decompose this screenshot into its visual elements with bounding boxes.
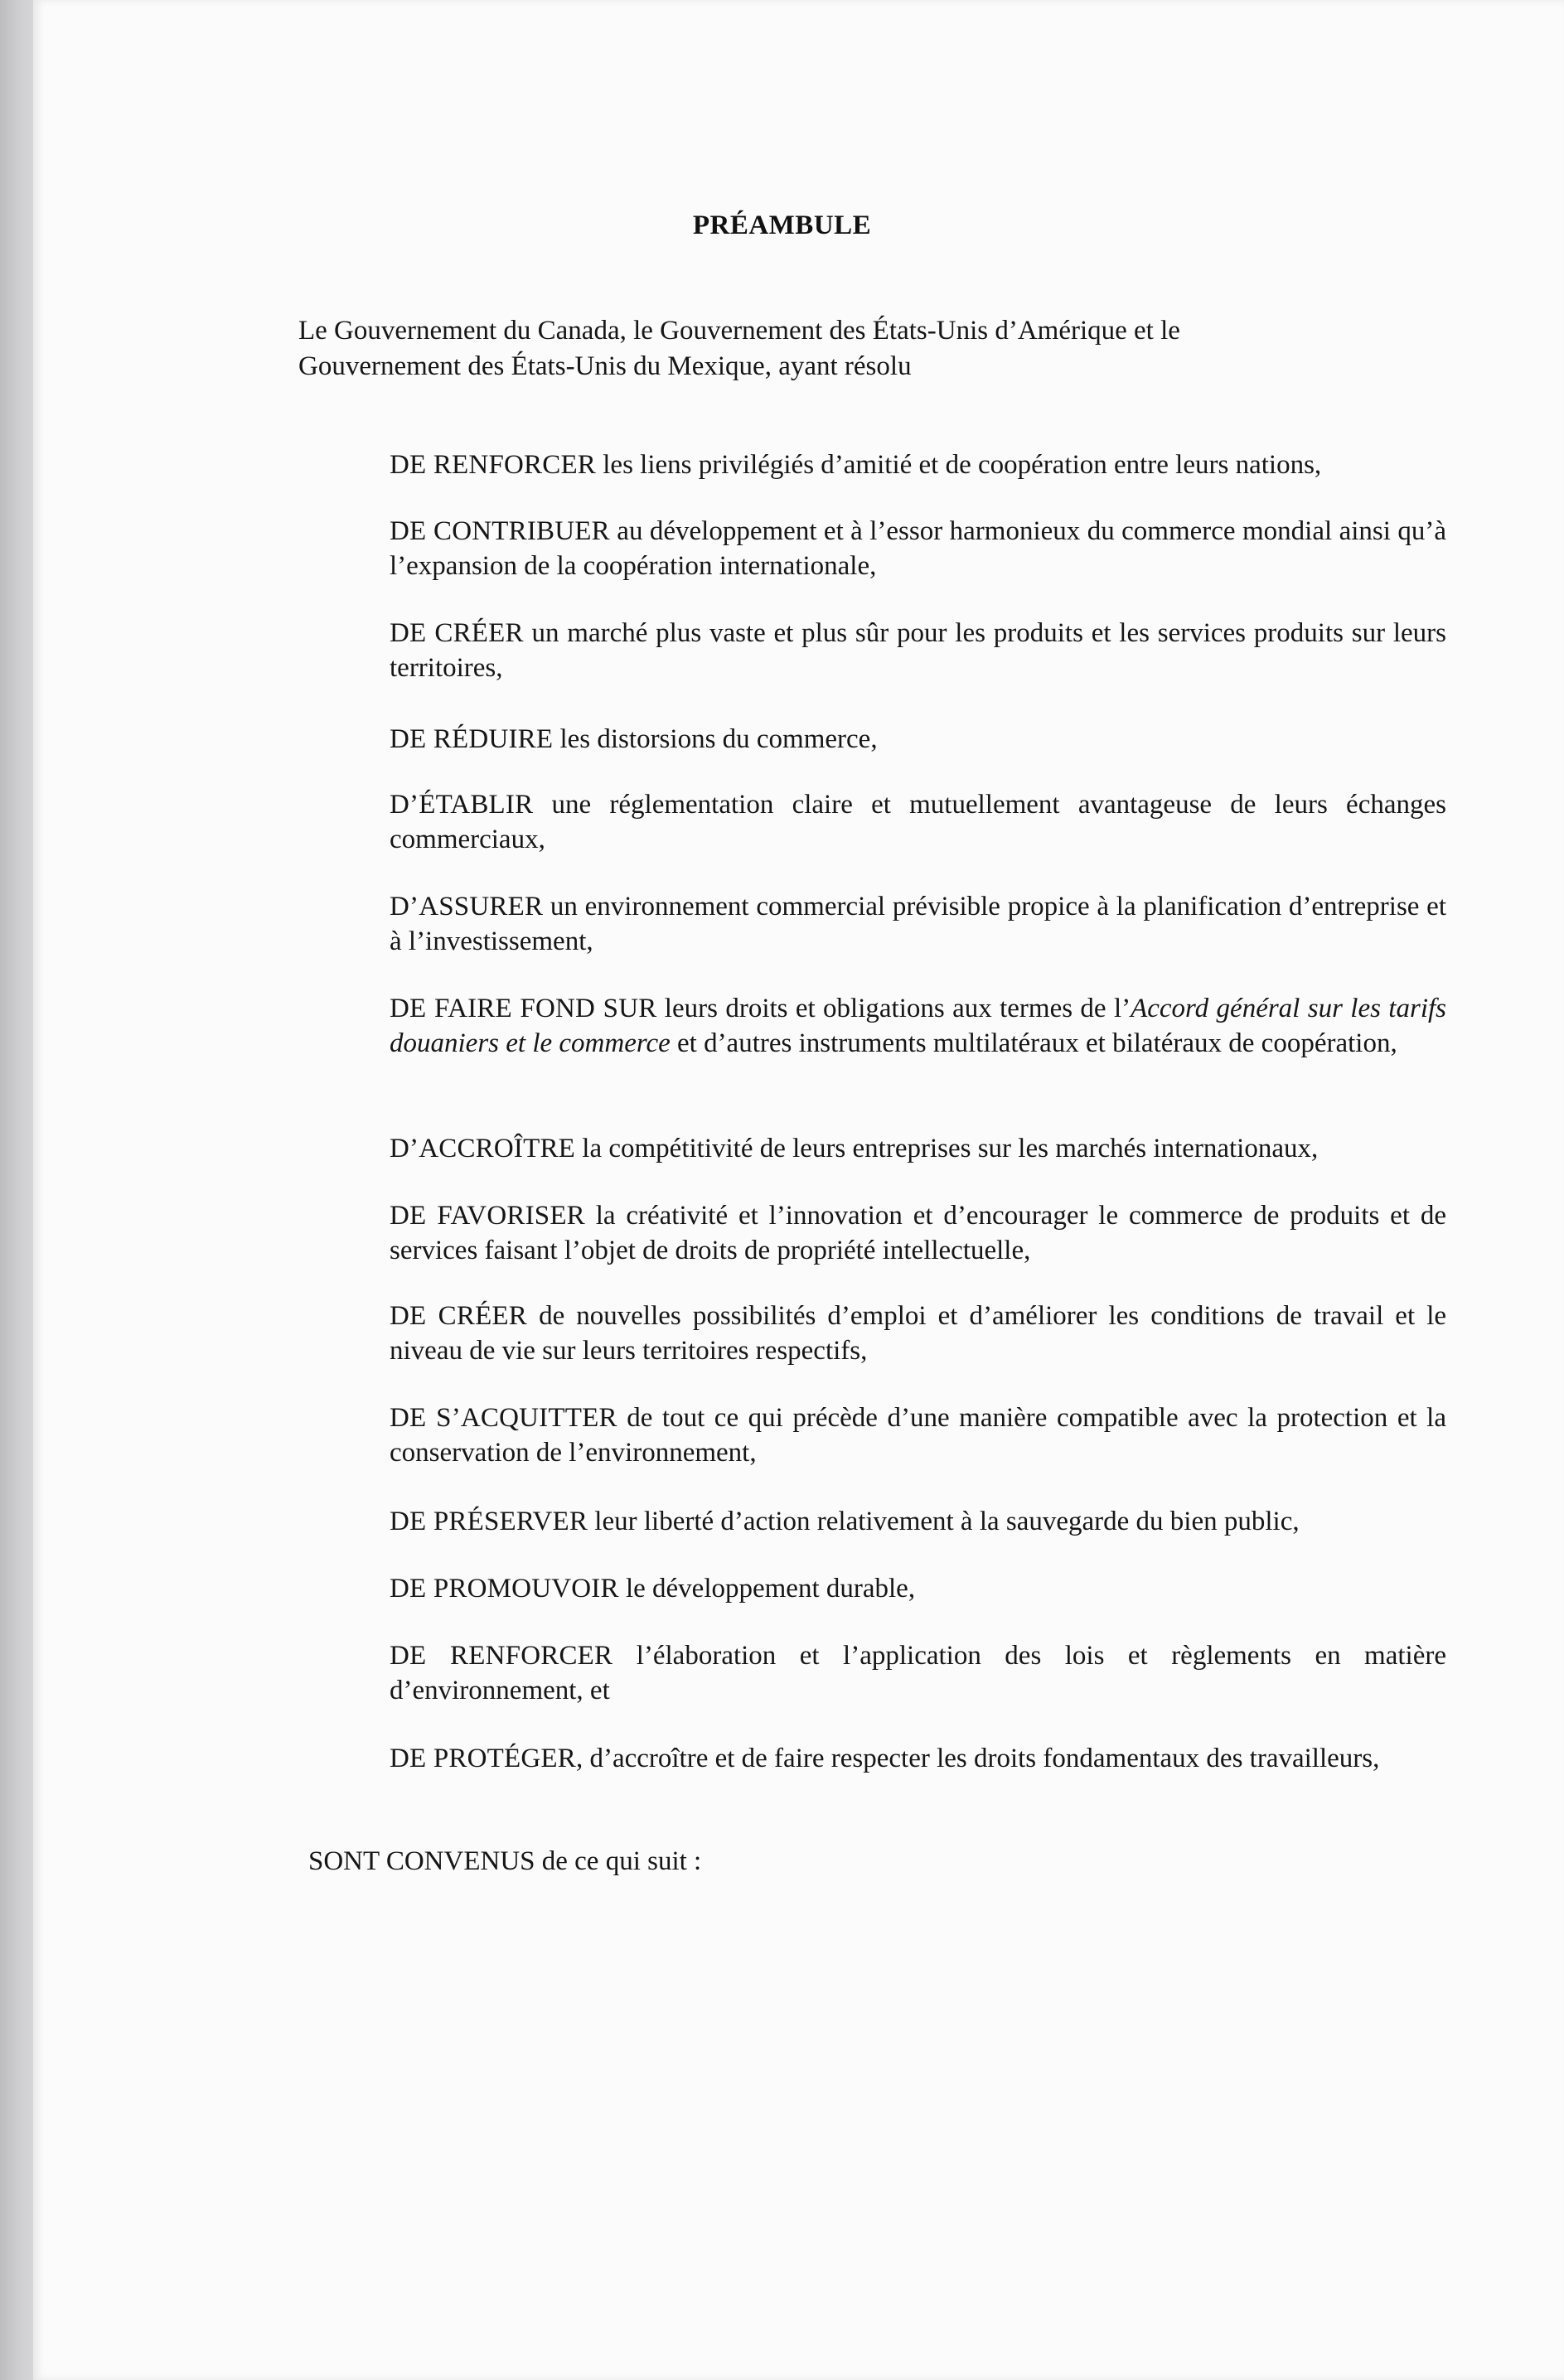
clause-text: la compétitivité de leurs entreprises sur les marchés internationaux, bbox=[575, 1134, 1319, 1163]
clause-7 bbox=[390, 991, 1446, 1061]
clause-6 bbox=[390, 889, 1446, 959]
clause-5 bbox=[390, 787, 1446, 857]
clause-2 bbox=[390, 514, 1446, 583]
clause-1 bbox=[390, 447, 1446, 482]
clause-text-after: et d’autres instruments multilatéraux et bilatéraux de coopération, bbox=[670, 1028, 1397, 1058]
clause-keyword: D’ÉTABLIR bbox=[390, 790, 534, 820]
clause-text: de tout ce qui précède d’une manière compatible avec la protection et la conservation de l’environnement, bbox=[390, 1403, 1446, 1468]
clause-keyword: DE RENFORCER bbox=[390, 450, 597, 480]
clause-keyword: DE PRÉSERVER bbox=[390, 1507, 588, 1536]
clause-keyword: DE RÉDUIRE bbox=[390, 724, 554, 754]
clause-keyword: D’ACCROÎTRE bbox=[390, 1134, 576, 1163]
clause-11 bbox=[390, 1400, 1446, 1470]
clause-13 bbox=[390, 1571, 1446, 1606]
clause-text: une réglementation claire et mutuellement avantageuse de leurs échanges commerciaux, bbox=[390, 790, 1446, 854]
clause-15 bbox=[390, 1741, 1446, 1776]
clause-text: les distorsions du commerce, bbox=[553, 724, 878, 754]
closing-text: de ce qui suit : bbox=[535, 1846, 702, 1876]
intro-line-1: Le Gouvernement du Canada, le Gouvernement des États-Unis d’Amérique et le bbox=[298, 316, 1180, 346]
closing-keyword: SONT CONVENUS bbox=[308, 1846, 535, 1876]
clause-keyword: DE RENFORCER bbox=[390, 1641, 613, 1671]
clause-12 bbox=[390, 1504, 1446, 1539]
clause-keyword: D’ASSURER bbox=[390, 892, 544, 922]
clause-keyword: DE FAIRE FOND SUR bbox=[390, 994, 657, 1023]
treaty-title-italic: Accord général sur les tarifs douaniers et le commerce bbox=[390, 994, 1446, 1058]
clause-text: les liens privilégiés d’amitié et de coopération entre leurs nations, bbox=[596, 450, 1322, 480]
clause-text: la créativité et l’innovation et d’encourager le commerce de produits et de services faisant l’objet de droits de propriété intellectuelle, bbox=[390, 1201, 1446, 1265]
closing-statement bbox=[308, 1844, 701, 1879]
clause-text: leur liberté d’action relativement à la sauvegarde du bien public, bbox=[588, 1507, 1300, 1536]
clause-4 bbox=[390, 722, 1446, 757]
intro-line-2: Gouvernement des États-Unis du Mexique, ayant résolu bbox=[298, 351, 912, 381]
clause-text: l’élaboration et l’application des lois et règlements en matière d’environnement, et bbox=[390, 1641, 1446, 1705]
left-margin-shadow bbox=[0, 0, 33, 2380]
clause-keyword: DE S’ACQUITTER bbox=[390, 1403, 617, 1433]
clause-text: un marché plus vaste et plus sûr pour les produits et les services produits sur leurs territoires, bbox=[390, 618, 1446, 683]
clause-text: , d’accroître et de faire respecter les droits fondamentaux des travailleurs, bbox=[575, 1744, 1380, 1773]
clause-9 bbox=[390, 1198, 1446, 1268]
clause-keyword: DE CRÉER bbox=[390, 618, 524, 648]
page-title: PRÉAMBULE bbox=[692, 210, 872, 240]
clause-keyword: DE CONTRIBUER bbox=[390, 516, 610, 546]
clause-text: le développement durable, bbox=[618, 1574, 916, 1604]
clause-keyword: DE FAVORISER bbox=[390, 1201, 585, 1231]
clause-text: de nouvelles possibilités d’emploi et d’améliorer les conditions de travail et le niveau de vie sur leurs territoires respectifs, bbox=[390, 1301, 1447, 1366]
clause-14 bbox=[390, 1638, 1446, 1708]
clause-keyword: DE PROTÉGER bbox=[390, 1744, 576, 1773]
clause-8 bbox=[390, 1131, 1446, 1166]
clause-keyword: DE PROMOUVOIR bbox=[390, 1574, 619, 1604]
clause-3 bbox=[390, 616, 1446, 685]
clause-keyword: DE CRÉER bbox=[390, 1301, 528, 1331]
clause-10 bbox=[390, 1299, 1446, 1368]
clause-text: leurs droits et obligations aux termes de l’ bbox=[656, 994, 1131, 1023]
clause-text: au développement et à l’essor harmonieux du commerce mondial ainsi qu’à l’expansion de la coopération internationale, bbox=[390, 516, 1446, 581]
clause-text: un environnement commercial prévisible propice à la planification d’entreprise et à l’investissement, bbox=[390, 892, 1446, 956]
